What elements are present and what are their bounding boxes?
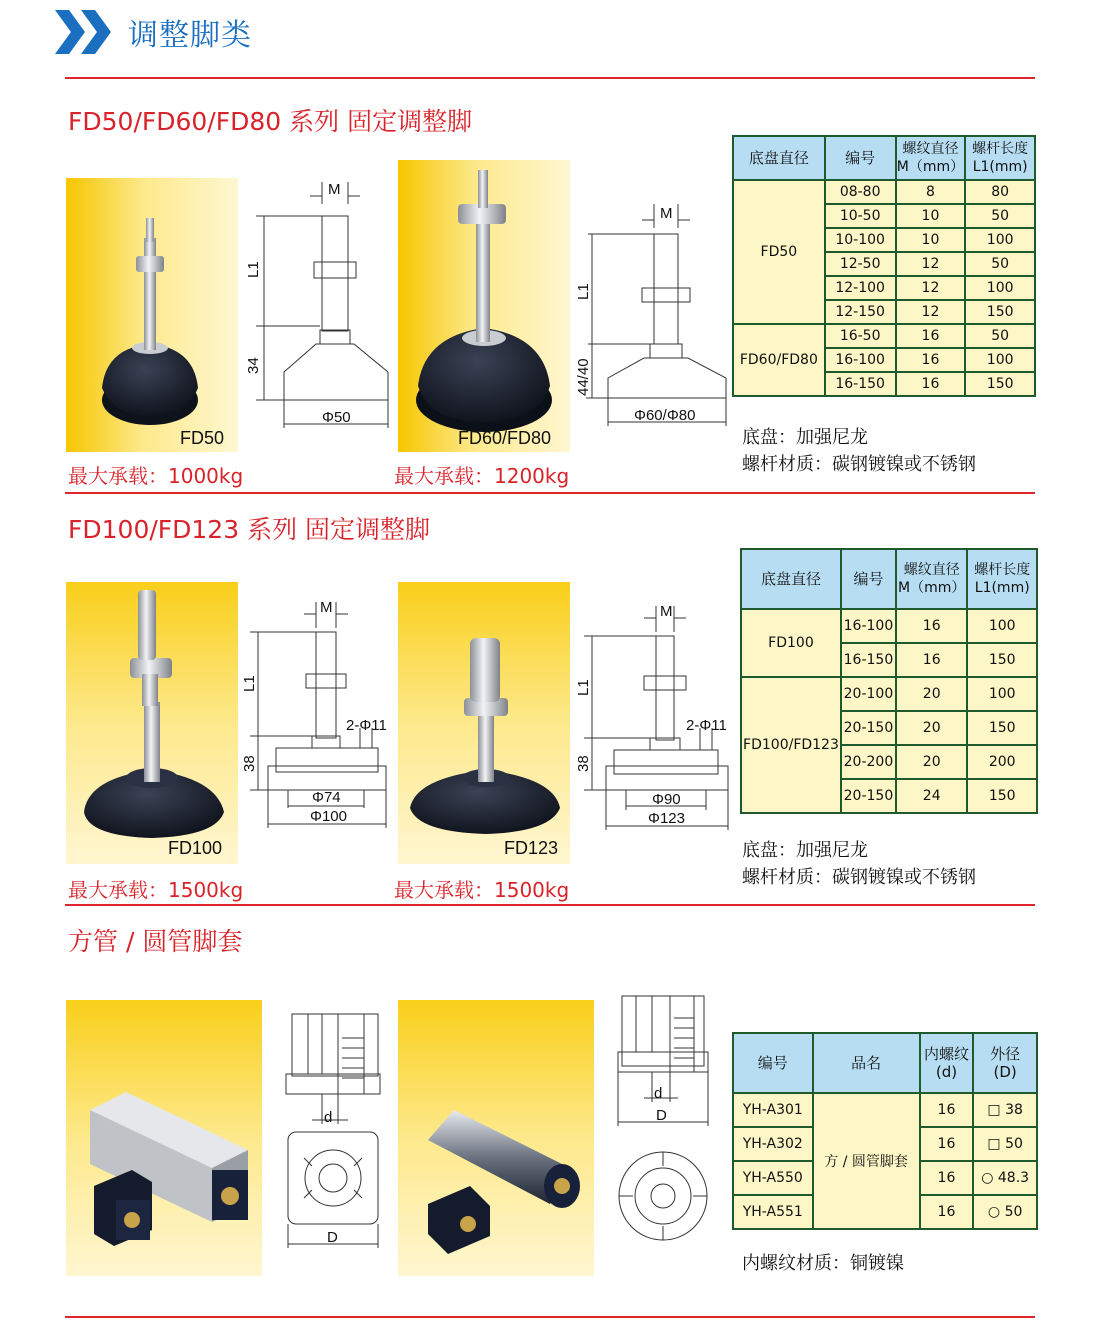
dimension-drawing-fd123 bbox=[574, 600, 734, 834]
table-cell: 10 bbox=[896, 228, 966, 252]
table-cell: 12 bbox=[896, 252, 966, 276]
product-photo-square-tube-cap bbox=[66, 1000, 262, 1276]
table-cell: 16 bbox=[896, 324, 966, 348]
group-name-cell: FD60/FD80 bbox=[733, 324, 825, 396]
photo-caption: FD123 bbox=[504, 838, 559, 858]
table-cell: 150 bbox=[967, 779, 1037, 813]
th-screw-length: 螺杆长度 L1(mm) bbox=[965, 136, 1035, 180]
svg-text:L1: L1 bbox=[575, 283, 592, 300]
product-photo-fd50 bbox=[66, 178, 238, 452]
th-model: 编号 bbox=[825, 136, 896, 180]
dimension-drawing-round-cap bbox=[610, 990, 720, 1246]
table-cell: 150 bbox=[965, 300, 1035, 324]
spec-table-tube-caps bbox=[732, 1032, 1038, 1230]
table-cell: YH-A301 bbox=[733, 1093, 813, 1127]
max-load-fd50: 最大承载：1000kg bbox=[68, 464, 244, 488]
table-cell: 20-200 bbox=[841, 745, 896, 779]
table-cell: 100 bbox=[965, 348, 1035, 372]
svg-text:38: 38 bbox=[575, 755, 592, 772]
table-row bbox=[741, 609, 1037, 643]
table-cell: 16-50 bbox=[825, 324, 896, 348]
th-model: 编号 bbox=[841, 549, 896, 609]
table-cell: 20-100 bbox=[841, 677, 896, 711]
th-base-diameter: 底盘直径 bbox=[741, 549, 841, 609]
svg-text:34: 34 bbox=[245, 357, 262, 374]
svg-text:M: M bbox=[660, 205, 673, 222]
table-cell: 16-100 bbox=[841, 609, 896, 643]
table-row bbox=[733, 1093, 1037, 1127]
svg-text:M: M bbox=[320, 599, 333, 616]
svg-text:Φ50: Φ50 bbox=[322, 409, 351, 426]
table-cell: 100 bbox=[965, 228, 1035, 252]
table-cell: 20 bbox=[896, 745, 967, 779]
table-cell: 10 bbox=[896, 204, 966, 228]
product-name-cell: 方 / 圆管脚套 bbox=[813, 1093, 920, 1229]
table-row bbox=[733, 180, 1035, 204]
table-cell: 100 bbox=[965, 276, 1035, 300]
svg-text:M: M bbox=[660, 603, 673, 620]
table-cell: 150 bbox=[965, 372, 1035, 396]
svg-text:d: d bbox=[324, 1109, 333, 1126]
table-cell: 12 bbox=[896, 300, 966, 324]
photo-caption: FD50 bbox=[180, 428, 225, 448]
material-notes-1 bbox=[742, 424, 976, 478]
svg-text:M: M bbox=[328, 181, 341, 198]
table-cell: 80 bbox=[965, 180, 1035, 204]
table-cell: 150 bbox=[967, 711, 1037, 745]
max-load-fd60-fd80: 最大承载：1200kg bbox=[394, 464, 570, 488]
note-thread-material: 内螺纹材质：铜镀镍 bbox=[742, 1253, 904, 1274]
table-cell: 16 bbox=[920, 1195, 974, 1229]
table-cell: 24 bbox=[896, 779, 967, 813]
table-row bbox=[741, 677, 1037, 711]
table-cell: □ 50 bbox=[973, 1127, 1037, 1161]
material-notes-2 bbox=[742, 837, 976, 891]
photo-caption: FD60/FD80 bbox=[458, 428, 552, 448]
th-model: 编号 bbox=[733, 1033, 813, 1093]
table-cell: 10-50 bbox=[825, 204, 896, 228]
spec-table-fd100-fd123 bbox=[740, 548, 1038, 814]
dimension-drawing-square-cap bbox=[282, 1008, 392, 1252]
table-cell: 16-150 bbox=[825, 372, 896, 396]
table-cell: YH-A302 bbox=[733, 1127, 813, 1161]
table-cell: 50 bbox=[965, 252, 1035, 276]
table-cell: 10-100 bbox=[825, 228, 896, 252]
svg-text:44/40: 44/40 bbox=[575, 358, 592, 396]
table-cell: 200 bbox=[967, 745, 1037, 779]
note-base: 底盘：加强尼龙 bbox=[742, 840, 868, 861]
table-cell: 12 bbox=[896, 276, 966, 300]
table-cell: 20-150 bbox=[841, 779, 896, 813]
table-cell: YH-A551 bbox=[733, 1195, 813, 1229]
svg-text:D: D bbox=[327, 1229, 338, 1246]
table-cell: 20-150 bbox=[841, 711, 896, 745]
table-cell: 12-100 bbox=[825, 276, 896, 300]
table-cell: 100 bbox=[967, 609, 1037, 643]
table-cell: 12-150 bbox=[825, 300, 896, 324]
table-cell: 16 bbox=[896, 643, 967, 677]
product-photo-round-tube-cap bbox=[398, 1000, 594, 1276]
table-cell: 16 bbox=[896, 348, 966, 372]
th-thread-diameter: 螺纹直径 M（mm） bbox=[896, 549, 967, 609]
product-photo-fd123 bbox=[398, 582, 570, 864]
table-cell: 16-100 bbox=[825, 348, 896, 372]
th-base-diameter: 底盘直径 bbox=[733, 136, 825, 180]
table-cell: ○ 48.3 bbox=[973, 1161, 1037, 1195]
divider bbox=[65, 904, 1035, 906]
table-cell: 20 bbox=[896, 677, 967, 711]
table-cell: 12-50 bbox=[825, 252, 896, 276]
table-cell: 16 bbox=[920, 1093, 974, 1127]
th-screw-length: 螺杆长度 L1(mm) bbox=[967, 549, 1037, 609]
max-load-fd123: 最大承载：1500kg bbox=[394, 878, 570, 902]
material-notes-3 bbox=[742, 1250, 904, 1277]
page-title: 调整脚类 bbox=[128, 18, 252, 53]
section-title-fd100: FD100/FD123 系列 固定调整脚 bbox=[68, 515, 431, 544]
th-product-name: 品名 bbox=[813, 1033, 920, 1093]
section-title-fd50: FD50/FD60/FD80 系列 固定调整脚 bbox=[68, 107, 473, 136]
th-inner-thread: 内螺纹 (d) bbox=[920, 1033, 974, 1093]
table-cell: 100 bbox=[967, 677, 1037, 711]
product-photo-fd60-fd80 bbox=[398, 160, 570, 452]
dimension-drawing-fd60-fd80 bbox=[574, 200, 730, 434]
table-cell: 16 bbox=[896, 372, 966, 396]
svg-text:L1: L1 bbox=[575, 679, 592, 696]
th-outer-diameter: 外径 (D) bbox=[973, 1033, 1037, 1093]
group-name-cell: FD100 bbox=[741, 609, 841, 677]
spec-table-fd50-fd80 bbox=[732, 135, 1036, 397]
svg-text:Φ123: Φ123 bbox=[648, 810, 685, 827]
photo-caption: FD100 bbox=[168, 838, 223, 858]
divider bbox=[65, 1316, 1035, 1318]
table-cell: 20 bbox=[896, 711, 967, 745]
divider bbox=[65, 77, 1035, 79]
dimension-drawing-fd100 bbox=[240, 596, 400, 830]
note-screw: 螺杆材质：碳钢镀镍或不锈钢 bbox=[742, 454, 976, 475]
svg-text:d: d bbox=[654, 1085, 663, 1102]
note-base: 底盘：加强尼龙 bbox=[742, 427, 868, 448]
svg-text:L1: L1 bbox=[241, 675, 258, 692]
svg-text:2-Φ11: 2-Φ11 bbox=[346, 717, 387, 734]
max-load-fd100: 最大承载：1500kg bbox=[68, 878, 244, 902]
th-thread-diameter: 螺纹直径 M（mm） bbox=[896, 136, 966, 180]
svg-text:L1: L1 bbox=[245, 261, 262, 278]
table-cell: YH-A550 bbox=[733, 1161, 813, 1195]
table-cell: ○ 50 bbox=[973, 1195, 1037, 1229]
note-screw: 螺杆材质：碳钢镀镍或不锈钢 bbox=[742, 867, 976, 888]
svg-text:Φ100: Φ100 bbox=[310, 808, 347, 825]
table-cell: 150 bbox=[967, 643, 1037, 677]
table-cell: 50 bbox=[965, 204, 1035, 228]
divider bbox=[65, 492, 1035, 494]
group-name-cell: FD50 bbox=[733, 180, 825, 324]
group-name-cell: FD100/FD123 bbox=[741, 677, 841, 813]
table-cell: 16 bbox=[920, 1127, 974, 1161]
section-title-tube-caps: 方管 / 圆管脚套 bbox=[68, 927, 243, 956]
svg-text:38: 38 bbox=[241, 755, 258, 772]
dimension-drawing-fd50 bbox=[244, 178, 394, 436]
table-cell: 16 bbox=[920, 1161, 974, 1195]
svg-text:D: D bbox=[656, 1107, 667, 1124]
svg-text:Φ74: Φ74 bbox=[312, 789, 341, 806]
table-row bbox=[733, 324, 1035, 348]
table-cell: 50 bbox=[965, 324, 1035, 348]
svg-text:Φ90: Φ90 bbox=[652, 791, 681, 808]
svg-text:Φ60/Φ80: Φ60/Φ80 bbox=[634, 407, 696, 424]
product-photo-fd100 bbox=[66, 582, 238, 864]
table-cell: 08-80 bbox=[825, 180, 896, 204]
table-cell: 16-150 bbox=[841, 643, 896, 677]
table-cell: 8 bbox=[896, 180, 966, 204]
double-chevron-icon bbox=[55, 8, 117, 56]
svg-text:2-Φ11: 2-Φ11 bbox=[686, 717, 727, 734]
table-cell: □ 38 bbox=[973, 1093, 1037, 1127]
table-cell: 16 bbox=[896, 609, 967, 643]
